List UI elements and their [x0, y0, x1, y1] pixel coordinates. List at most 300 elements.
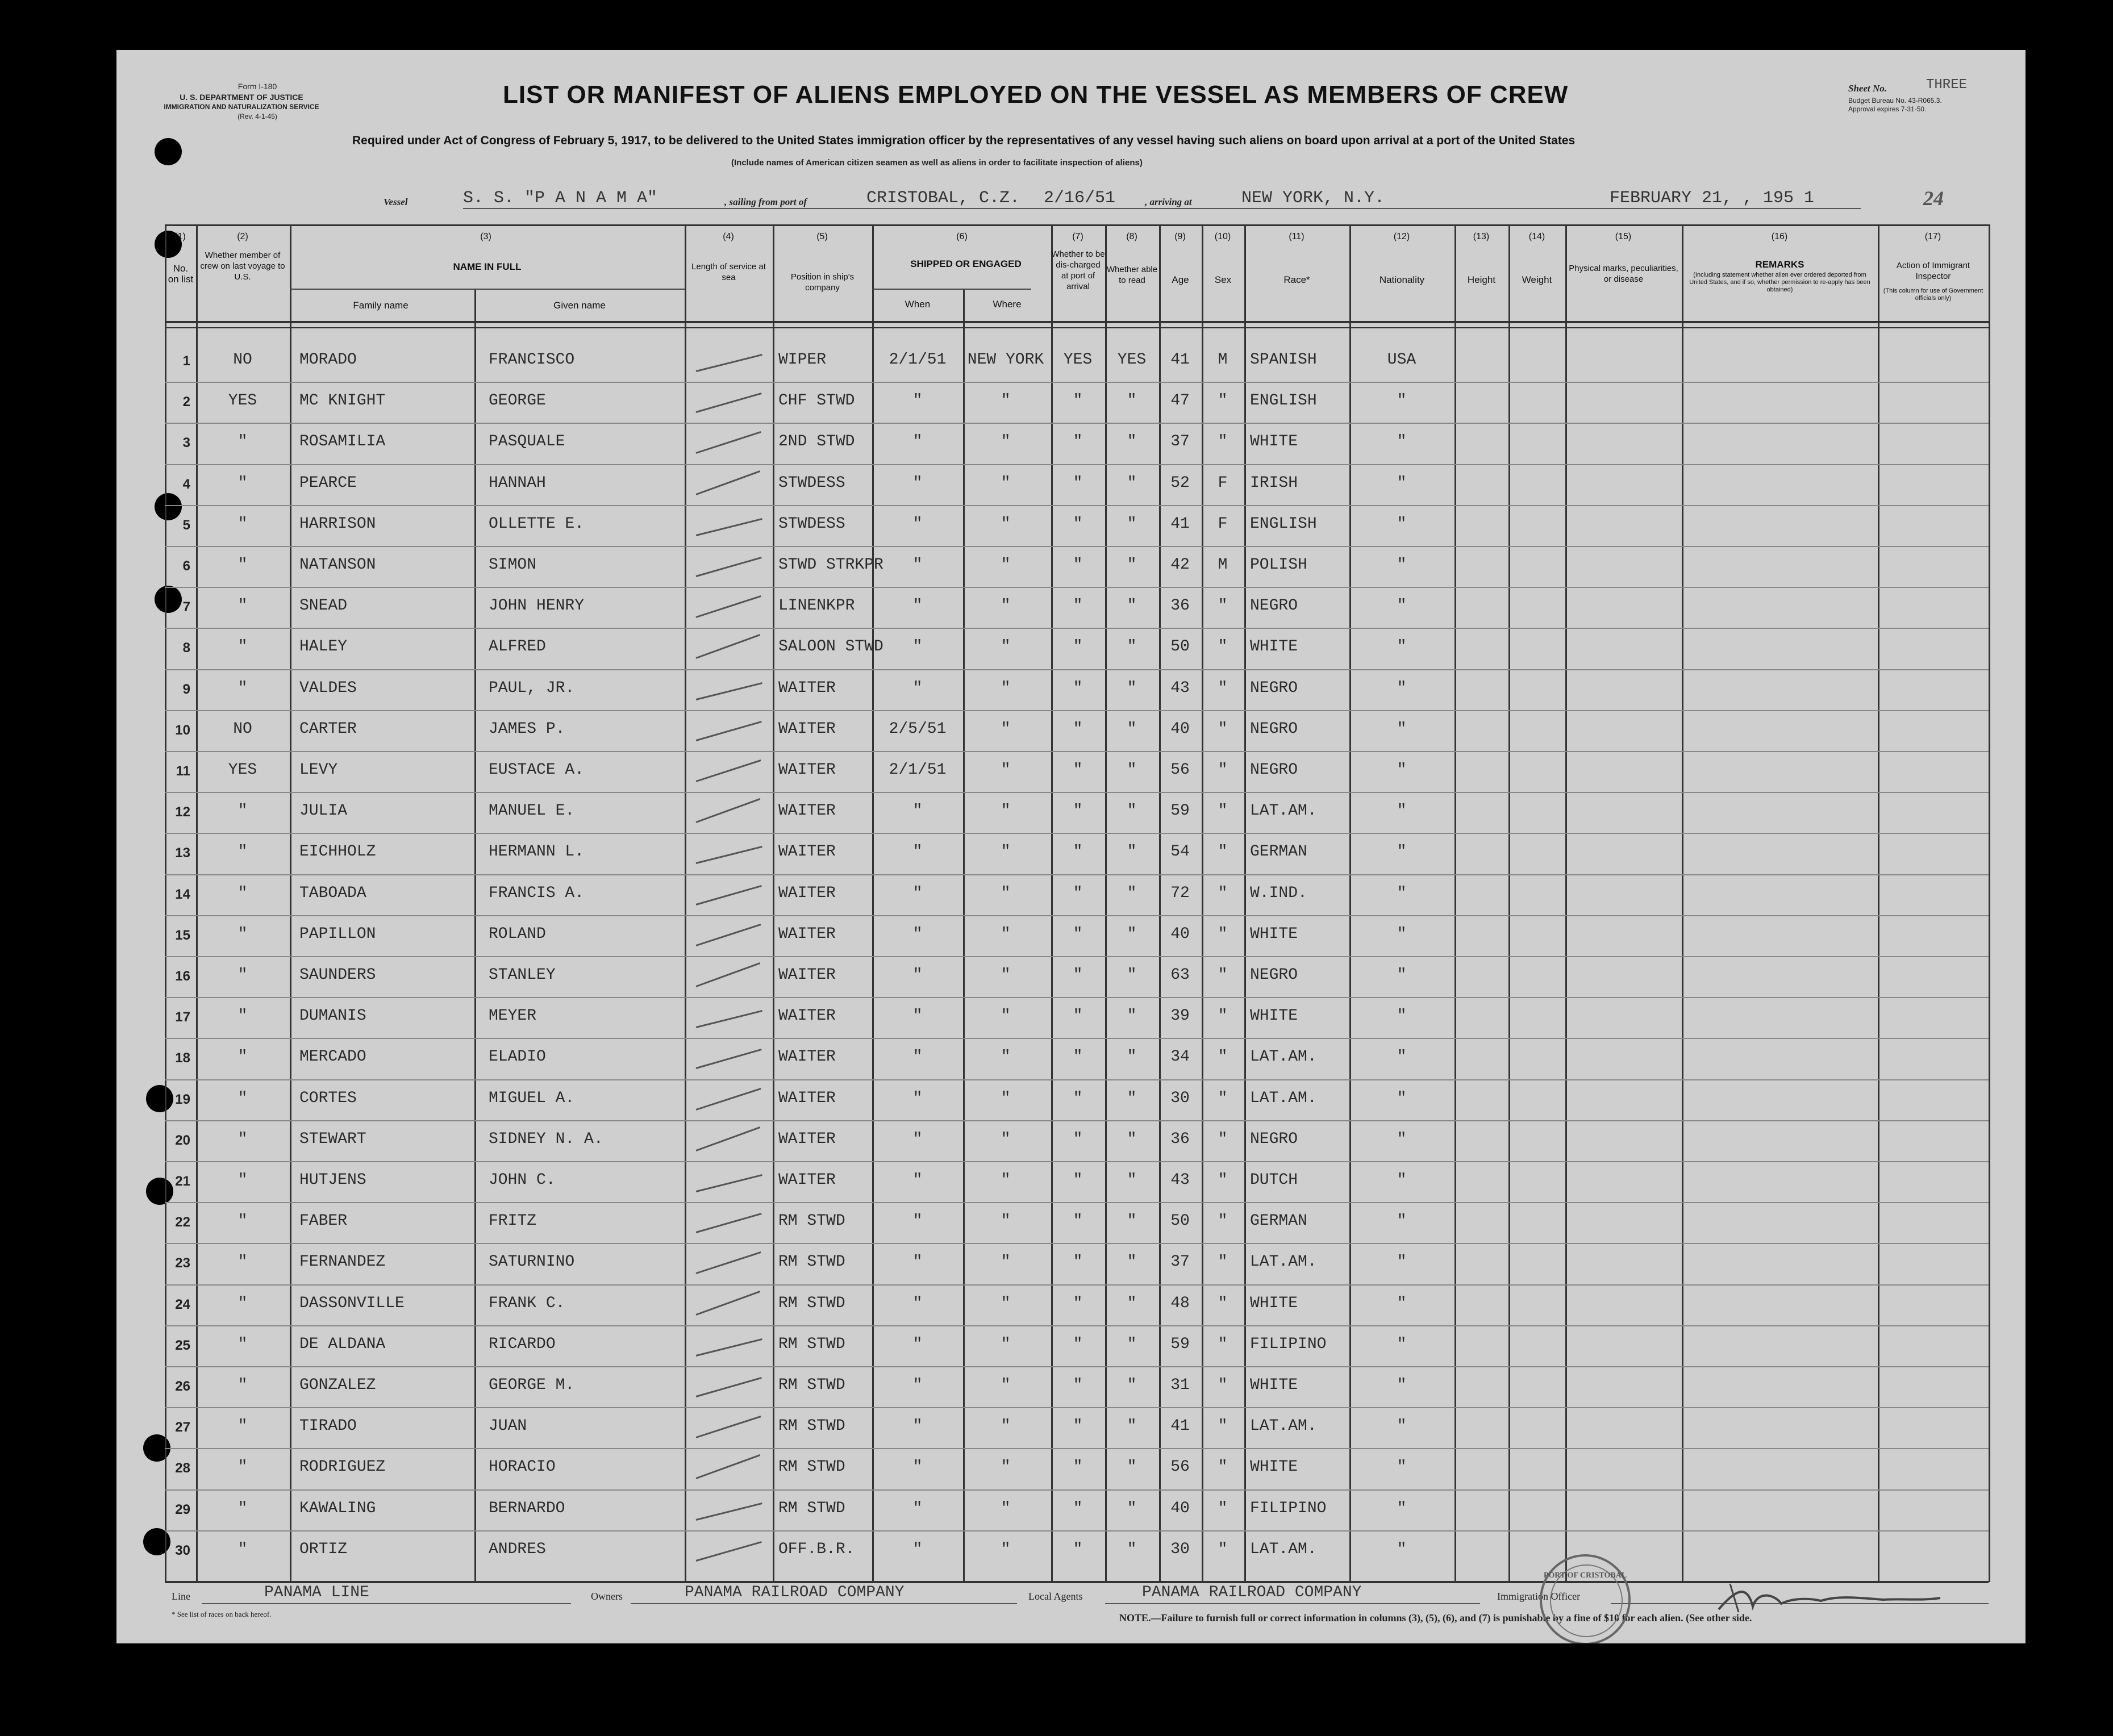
- cell-disch: ": [1073, 1007, 1083, 1025]
- cell-sex: F: [1218, 515, 1228, 533]
- column-number: (10): [1214, 232, 1231, 241]
- row-number: 23: [175, 1255, 190, 1271]
- cell-nat: ": [1397, 1500, 1407, 1517]
- row-divider: [165, 1489, 1989, 1491]
- cell-member: ": [237, 433, 248, 450]
- column-divider: [1454, 224, 1456, 1582]
- cell-read: ": [1127, 1007, 1137, 1025]
- cell-family: DASSONVILLE: [299, 1295, 405, 1312]
- cell-where: ": [1001, 802, 1011, 820]
- cell-member: ": [237, 1048, 248, 1066]
- service: IMMIGRATION AND NATURALIZATION SERVICE: [164, 103, 319, 111]
- cell-position: WAITER: [778, 843, 836, 861]
- cell-age: 72: [1170, 884, 1190, 902]
- cell-position: RM STWD: [778, 1458, 845, 1476]
- cell-sex: ": [1218, 884, 1228, 902]
- cell-given: FRANK C.: [489, 1295, 565, 1312]
- cell-when: ": [912, 1458, 923, 1476]
- cell-member: ": [237, 966, 248, 984]
- agents-value: PANAMA RAILROAD COMPANY: [1142, 1584, 1362, 1601]
- cell-age: 39: [1170, 1007, 1190, 1025]
- cell-race: GERMAN: [1250, 1212, 1307, 1230]
- cell-nat: ": [1397, 515, 1407, 533]
- sheet-value: THREE: [1926, 77, 1968, 93]
- cell-race: NEGRO: [1250, 761, 1298, 779]
- cell-member: ": [237, 1458, 248, 1476]
- cell-read: ": [1127, 1500, 1137, 1517]
- cell-family: PEARCE: [299, 474, 357, 492]
- cell-race: WHITE: [1250, 638, 1298, 656]
- cell-family: VALDES: [299, 679, 357, 697]
- column-number: (16): [1771, 232, 1788, 241]
- cell-read: ": [1127, 433, 1137, 450]
- cell-given: ANDRES: [489, 1541, 546, 1558]
- cell-sex: ": [1218, 392, 1228, 410]
- cell-position: WAITER: [778, 966, 836, 984]
- hdr-discharged: Whether to be dis-charged at port of arrival: [1051, 249, 1105, 291]
- arriving-label: , arriving at: [1145, 197, 1192, 207]
- hdr-length-service: Length of service at sea: [691, 262, 766, 282]
- cell-position: LINENKPR: [778, 597, 855, 615]
- cell-disch: ": [1073, 1295, 1083, 1312]
- row-number: 8: [182, 640, 190, 656]
- hdr-weight: Weight: [1522, 274, 1552, 285]
- cell-family: CORTES: [299, 1090, 357, 1107]
- shipped-subheader-line: [872, 289, 1031, 290]
- include-note: (Include names of American citizen seamen as well as aliens in order to facilitate inspection of aliens): [731, 158, 1143, 168]
- cell-read: ": [1127, 679, 1137, 697]
- hdr-family-name: Family name: [353, 300, 409, 311]
- cell-sex: ": [1218, 1171, 1228, 1189]
- service-check-mark: [696, 595, 761, 618]
- service-check-mark: [696, 760, 761, 782]
- row-divider: [165, 382, 1989, 383]
- cell-family: MERCADO: [299, 1048, 366, 1066]
- cell-race: LAT.AM.: [1250, 1253, 1317, 1271]
- vessel-label: Vessel: [384, 197, 408, 207]
- cell-where: ": [1001, 884, 1011, 902]
- row-number: 18: [175, 1050, 190, 1066]
- cell-disch: ": [1073, 1376, 1083, 1394]
- cell-nat: ": [1397, 638, 1407, 656]
- cell-where: ": [1001, 1253, 1011, 1271]
- row-number: 21: [175, 1174, 190, 1189]
- row-divider: [165, 423, 1989, 424]
- cell-age: 41: [1170, 1417, 1190, 1435]
- cell-disch: ": [1073, 515, 1083, 533]
- form-number: Form I-180: [237, 82, 277, 91]
- port-to: NEW YORK, N.Y.: [1241, 189, 1385, 208]
- cell-position: WAITER: [778, 884, 836, 902]
- row-number: 2: [182, 394, 190, 410]
- cell-disch: ": [1073, 1336, 1083, 1353]
- cell-when: ": [912, 1130, 923, 1148]
- cell-disch: ": [1073, 433, 1083, 450]
- cell-disch: ": [1073, 556, 1083, 574]
- cell-when: ": [912, 474, 923, 492]
- row-number: 1: [182, 353, 190, 369]
- column-divider: [1349, 224, 1351, 1582]
- cell-nat: ": [1397, 474, 1407, 492]
- cell-nat: ": [1397, 556, 1407, 574]
- column-divider: [290, 224, 291, 1582]
- revision: (Rev. 4-1-45): [237, 112, 277, 120]
- cell-disch: ": [1073, 843, 1083, 861]
- cell-race: DUTCH: [1250, 1171, 1298, 1189]
- cell-disch: ": [1073, 1212, 1083, 1230]
- cell-read: ": [1127, 884, 1137, 902]
- row-number: 10: [175, 723, 190, 738]
- cell-family: SAUNDERS: [299, 966, 376, 984]
- cell-nat: ": [1397, 1007, 1407, 1025]
- cell-race: LAT.AM.: [1250, 1048, 1317, 1066]
- cell-race: POLISH: [1250, 556, 1307, 574]
- vessel-name: S. S. "P A N A M A": [463, 189, 658, 208]
- hdr-sex: Sex: [1214, 274, 1232, 285]
- cell-when: ": [912, 392, 923, 410]
- cell-given: EUSTACE A.: [489, 761, 585, 779]
- cell-nat: ": [1397, 720, 1407, 738]
- cell-sex: ": [1218, 925, 1228, 943]
- row-number: 22: [175, 1215, 190, 1230]
- row-number: 4: [182, 477, 190, 492]
- cell-when: ": [912, 843, 923, 861]
- cell-age: 56: [1170, 761, 1190, 779]
- cell-age: 54: [1170, 843, 1190, 861]
- cell-read: ": [1127, 1376, 1137, 1394]
- row-number: 7: [182, 599, 190, 615]
- row-number: 3: [182, 435, 190, 450]
- cell-age: 41: [1170, 351, 1190, 369]
- cell-given: MIGUEL A.: [489, 1090, 575, 1107]
- line-underline: [202, 1603, 571, 1604]
- cell-read: ": [1127, 1295, 1137, 1312]
- cell-given: RICARDO: [489, 1336, 556, 1353]
- cell-nat: ": [1397, 1171, 1407, 1189]
- cell-sex: ": [1218, 843, 1228, 861]
- cell-read: ": [1127, 392, 1137, 410]
- service-check-mark: [696, 431, 761, 454]
- cell-nat: ": [1397, 843, 1407, 861]
- row-number: 20: [175, 1133, 190, 1148]
- cell-member: ": [237, 679, 248, 697]
- cell-member: ": [237, 1336, 248, 1353]
- cell-race: NEGRO: [1250, 597, 1298, 615]
- cell-read: ": [1127, 1253, 1137, 1271]
- stamp-text: PORT OF CRISTOBAL: [1543, 1571, 1627, 1580]
- hdr-able-read: Whether able to read: [1106, 265, 1158, 285]
- row-divider: [165, 464, 1989, 465]
- cell-sex: ": [1218, 1130, 1228, 1148]
- cell-position: STWD STRKPR: [778, 556, 883, 574]
- column-number: (1): [174, 232, 186, 241]
- cell-family: DE ALDANA: [299, 1336, 386, 1353]
- cell-given: SATURNINO: [489, 1253, 575, 1271]
- service-check-mark: [696, 1213, 762, 1233]
- cell-disch: ": [1073, 1090, 1083, 1107]
- column-number: (11): [1289, 232, 1305, 241]
- cell-sex: ": [1218, 1253, 1228, 1271]
- cell-race: W.IND.: [1250, 884, 1307, 902]
- cell-given: SIMON: [489, 556, 537, 574]
- cell-age: 36: [1170, 1130, 1190, 1148]
- row-divider: [165, 997, 1989, 998]
- row-divider: [165, 1120, 1989, 1121]
- row-number: 6: [182, 558, 190, 574]
- cell-member: ": [237, 1500, 248, 1517]
- cell-member: ": [237, 1417, 248, 1435]
- row-number: 26: [175, 1379, 190, 1394]
- cell-sex: ": [1218, 597, 1228, 615]
- cell-age: 37: [1170, 1253, 1190, 1271]
- cell-when: ": [912, 433, 923, 450]
- cell-where: ": [1001, 597, 1011, 615]
- cell-where: ": [1001, 1500, 1011, 1517]
- column-number: (2): [237, 232, 248, 241]
- cell-race: FILIPINO: [1250, 1500, 1327, 1517]
- cell-age: 59: [1170, 1336, 1190, 1353]
- cell-where: ": [1001, 966, 1011, 984]
- cell-disch: ": [1073, 1130, 1083, 1148]
- cell-member: ": [237, 1541, 248, 1558]
- row-number: 9: [182, 682, 190, 697]
- cell-position: RM STWD: [778, 1417, 845, 1435]
- cell-where: ": [1001, 843, 1011, 861]
- cell-given: JOHN C.: [489, 1171, 556, 1189]
- cell-nat: ": [1397, 392, 1407, 410]
- cell-read: ": [1127, 843, 1137, 861]
- page-title: LIST OR MANIFEST OF ALIENS EMPLOYED ON THE VESSEL AS MEMBERS OF CREW: [503, 81, 1569, 108]
- cell-where: ": [1001, 720, 1011, 738]
- cell-nat: ": [1397, 884, 1407, 902]
- cell-nat: ": [1397, 1376, 1407, 1394]
- cell-where: ": [1001, 1376, 1011, 1394]
- row-divider: [165, 505, 1989, 506]
- cell-sex: M: [1218, 556, 1228, 574]
- service-check-mark: [696, 1174, 762, 1192]
- row-number: 5: [182, 518, 190, 533]
- cell-where: ": [1001, 638, 1011, 656]
- cell-disch: ": [1073, 474, 1083, 492]
- service-check-mark: [696, 1251, 761, 1274]
- row-divider: [165, 833, 1989, 834]
- cell-nat: ": [1397, 802, 1407, 820]
- cell-where: ": [1001, 1541, 1011, 1558]
- cell-sex: ": [1218, 638, 1228, 656]
- cell-member: NO: [233, 351, 252, 369]
- cell-race: SPANISH: [1250, 351, 1317, 369]
- cell-position: WAITER: [778, 679, 836, 697]
- cell-sex: ": [1218, 1336, 1228, 1353]
- cell-when: ": [912, 1090, 923, 1107]
- cell-read: ": [1127, 966, 1137, 984]
- cell-sex: ": [1218, 1458, 1228, 1476]
- service-check-mark: [696, 557, 762, 577]
- column-number: (13): [1473, 232, 1490, 241]
- row-divider: [165, 1530, 1989, 1531]
- hdr-race: Race*: [1283, 274, 1310, 285]
- column-divider: [474, 289, 476, 1582]
- cell-family: FABER: [299, 1212, 348, 1230]
- cell-member: ": [237, 925, 248, 943]
- row-number: 13: [175, 845, 190, 861]
- cell-family: FERNANDEZ: [299, 1253, 386, 1271]
- cell-disch: ": [1073, 597, 1083, 615]
- cell-given: FRANCISCO: [489, 351, 575, 369]
- row-divider: [165, 792, 1989, 793]
- cell-position: 2ND STWD: [778, 433, 855, 450]
- hdr-when: When: [905, 299, 931, 310]
- service-check-mark: [696, 1049, 762, 1069]
- service-check-mark: [695, 962, 760, 987]
- cell-nat: ": [1397, 1253, 1407, 1271]
- cell-family: SNEAD: [299, 597, 348, 615]
- cell-disch: ": [1073, 966, 1083, 984]
- cell-member: ": [237, 474, 248, 492]
- cell-age: 34: [1170, 1048, 1190, 1066]
- hdr-whether-member: Whether member of crew on last voyage to U.S.: [200, 251, 285, 282]
- cell-given: MANUEL E.: [489, 802, 575, 820]
- cell-given: GEORGE M.: [489, 1376, 575, 1394]
- cell-disch: ": [1073, 925, 1083, 943]
- cell-sex: ": [1218, 1376, 1228, 1394]
- column-divider: [1508, 224, 1510, 1582]
- cell-given: JAMES P.: [489, 720, 565, 738]
- service-check-mark: [696, 1377, 762, 1397]
- cell-where: ": [1001, 1048, 1011, 1066]
- cell-nat: ": [1397, 433, 1407, 450]
- cell-sex: ": [1218, 1048, 1228, 1066]
- cell-where: ": [1001, 679, 1011, 697]
- column-divider: [1989, 224, 1990, 1582]
- cell-family: HARRISON: [299, 515, 376, 533]
- cell-where: NEW YORK: [967, 351, 1044, 369]
- hdr-no-on-list: No. on list: [168, 263, 194, 285]
- cell-given: MEYER: [489, 1007, 537, 1025]
- cell-where: ": [1001, 1458, 1011, 1476]
- row-divider: [165, 710, 1989, 711]
- cell-member: ": [237, 597, 248, 615]
- cell-race: WHITE: [1250, 925, 1298, 943]
- cell-member: ": [237, 515, 248, 533]
- cell-when: ": [912, 597, 923, 615]
- cell-given: ELADIO: [489, 1048, 546, 1066]
- sailing-label: , sailing from port of: [724, 197, 807, 207]
- cell-when: ": [912, 925, 923, 943]
- cell-race: LAT.AM.: [1250, 1417, 1317, 1435]
- row-number: 16: [175, 969, 190, 984]
- cell-family: CARTER: [299, 720, 357, 738]
- row-number: 28: [175, 1460, 190, 1476]
- cell-family: GONZALEZ: [299, 1376, 376, 1394]
- cell-when: ": [912, 638, 923, 656]
- cell-where: ": [1001, 474, 1011, 492]
- cell-age: 63: [1170, 966, 1190, 984]
- hdr-given-name: Given name: [553, 300, 606, 311]
- cell-family: HALEY: [299, 638, 348, 656]
- cell-when: ": [912, 884, 923, 902]
- cell-read: ": [1127, 1090, 1137, 1107]
- cell-when: ": [912, 1376, 923, 1394]
- row-divider: [165, 1038, 1989, 1039]
- cell-race: ENGLISH: [1250, 392, 1317, 410]
- cell-member: ": [237, 1090, 248, 1107]
- cell-sex: ": [1218, 1417, 1228, 1435]
- cell-where: ": [1001, 1212, 1011, 1230]
- cell-read: ": [1127, 761, 1137, 779]
- cell-position: RM STWD: [778, 1295, 845, 1312]
- cell-when: ": [912, 515, 923, 533]
- cell-disch: ": [1073, 638, 1083, 656]
- hdr-remarks-note: (Including statement whether alien ever ordered deported from United States, and if so, whether permission to re-apply has been obtained): [1689, 272, 1870, 293]
- row-divider: [165, 915, 1989, 916]
- cell-age: 40: [1170, 925, 1190, 943]
- cell-sex: ": [1218, 1007, 1228, 1025]
- cell-member: ": [237, 556, 248, 574]
- cell-position: OFF.B.R.: [778, 1541, 855, 1558]
- cell-member: ": [237, 1171, 248, 1189]
- cell-given: JOHN HENRY: [489, 597, 585, 615]
- cell-nat: ": [1397, 761, 1407, 779]
- cell-given: JUAN: [489, 1417, 527, 1435]
- cell-position: WAITER: [778, 1130, 836, 1148]
- cell-position: RM STWD: [778, 1500, 845, 1517]
- cell-age: 48: [1170, 1295, 1190, 1312]
- cell-member: ": [237, 884, 248, 902]
- cell-sex: ": [1218, 433, 1228, 450]
- cell-where: ": [1001, 1130, 1011, 1148]
- cell-given: ROLAND: [489, 925, 546, 943]
- cell-given: HANNAH: [489, 474, 546, 492]
- cell-read: YES: [1117, 351, 1147, 369]
- cell-age: 40: [1170, 720, 1190, 738]
- agents-underline: [1105, 1603, 1480, 1604]
- name-subheader-line: [290, 289, 685, 290]
- service-check-mark: [696, 846, 762, 864]
- cell-where: ": [1001, 925, 1011, 943]
- row-divider: [165, 1366, 1989, 1367]
- cell-age: 43: [1170, 1171, 1190, 1189]
- hdr-action-note: (This column for use of Government officials only): [1883, 287, 1983, 302]
- service-check-mark: [696, 1088, 761, 1111]
- cell-when: ": [912, 1336, 923, 1353]
- column-number: (12): [1393, 232, 1410, 241]
- column-divider: [1878, 224, 1879, 1582]
- cell-when: ": [912, 1417, 923, 1435]
- arrival-date: FEBRUARY 21, , 195 1: [1610, 189, 1815, 208]
- cell-where: ": [1001, 433, 1011, 450]
- races-note: * See list of races on back hereof.: [172, 1610, 272, 1618]
- cell-sex: ": [1218, 761, 1228, 779]
- hdr-height: Height: [1467, 274, 1496, 285]
- cell-member: ": [237, 1212, 248, 1230]
- cell-disch: ": [1073, 1417, 1083, 1435]
- row-divider: [165, 1448, 1989, 1449]
- cell-given: OLLETTE E.: [489, 515, 585, 533]
- cell-race: LAT.AM.: [1250, 802, 1317, 820]
- cell-nat: ": [1397, 1048, 1407, 1066]
- cell-when: ": [912, 1048, 923, 1066]
- cell-family: ORTIZ: [299, 1541, 348, 1558]
- cell-family: TIRADO: [299, 1417, 357, 1435]
- cell-read: ": [1127, 1417, 1137, 1435]
- cell-position: STWDESS: [778, 515, 845, 533]
- cell-read: ": [1127, 515, 1137, 533]
- cell-member: ": [237, 802, 248, 820]
- row-divider: [165, 546, 1989, 547]
- cell-sex: M: [1218, 351, 1228, 369]
- cell-when: ": [912, 1253, 923, 1271]
